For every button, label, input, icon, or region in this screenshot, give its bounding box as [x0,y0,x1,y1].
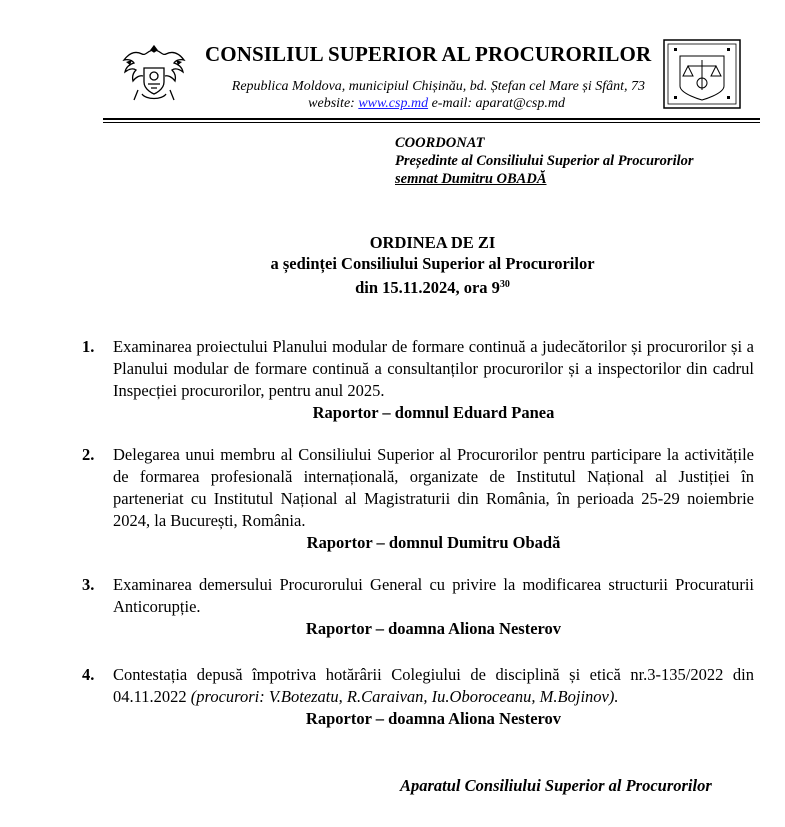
website-label: website: [308,96,359,111]
item-number: 4. [82,665,95,684]
agenda-title: ORDINEA DE ZI [369,233,496,252]
footer-signature: Aparatul Consiliului Superior al Procurorilor [400,776,712,795]
agenda-item [82,444,754,554]
organization-address: Republica Moldova, municipiul Chișinău, bd. Ștefan cel Mare și Sfânt, 73 [231,79,645,94]
item-reporter: Raportor – doamna Aliona Nesterov [305,619,562,638]
agenda-item [82,664,754,730]
coordination-signature: semnat Dumitru OBADĂ [395,171,547,187]
item-text: Examinarea proiectului Planului modular de formare continuă a judecătorilor și procurorilor și a Planului modular de formare continuă a consultanților procurorilor și a inspectorilor din cadrul Inspecției procurorilor, pentru anul 2025. [113,337,754,400]
header-divider-thin [103,122,760,123]
item-text: Contestația depusă împotriva hotărârii Colegiului de disciplină și etică nr.3-135/2022 din 04.11.2022 [113,665,754,706]
agenda-subtitle: a ședinței Consiliului Superior al Procurorilor [270,254,595,273]
item-extra: (procurori: V.Botezatu, R.Caraivan, Iu.Oboroceanu, M.Bojinov). [190,687,619,706]
item-text: Delegarea unui membru al Consiliului Superior al Procurorilor pentru participare la activitățile de formarea profesională internațională, organizate de Institutul Național al Justiției în parteneriat cu Institutul Național al Magistraturii din România, în perioada 25-29 noiembrie 2024, la București, România. [113,445,754,530]
agenda-time-minutes: 30 [499,279,510,290]
item-number: 3. [82,575,95,594]
agenda-title-block [0,232,785,298]
coordination-position: Președinte al Consiliului Superior al Procurorilor [395,153,694,169]
header-divider [103,118,760,120]
organization-name: CONSILIUL SUPERIOR AL PROCURORILOR [205,42,652,66]
website-link[interactable]: www.csp.md [358,96,429,111]
organization-contacts [205,96,565,112]
item-reporter: Raportor – domnul Eduard Panea [312,403,555,422]
item-reporter: Raportor – domnul Dumitru Obadă [306,533,561,552]
csp-seal-icon [660,38,744,110]
email-text: e-mail: aparat@csp.md [431,96,565,111]
coordination-block [395,134,694,188]
agenda-date: din 15.11.2024, ora $9^{30}$ [355,278,510,297]
item-text: Examinarea demersului Procurorului General cu privire la modificarea structurii Procuraturii Anticorupție. [113,575,754,616]
agenda-item [82,574,754,640]
item-reporter: Raportor – doamna Aliona Nesterov [305,709,562,728]
item-number: 1. [82,337,95,356]
moldova-coat-of-arms-icon [118,38,190,108]
agenda-item [82,336,754,424]
coordination-status: COORDONAT [395,135,485,151]
item-number: 2. [82,445,95,464]
